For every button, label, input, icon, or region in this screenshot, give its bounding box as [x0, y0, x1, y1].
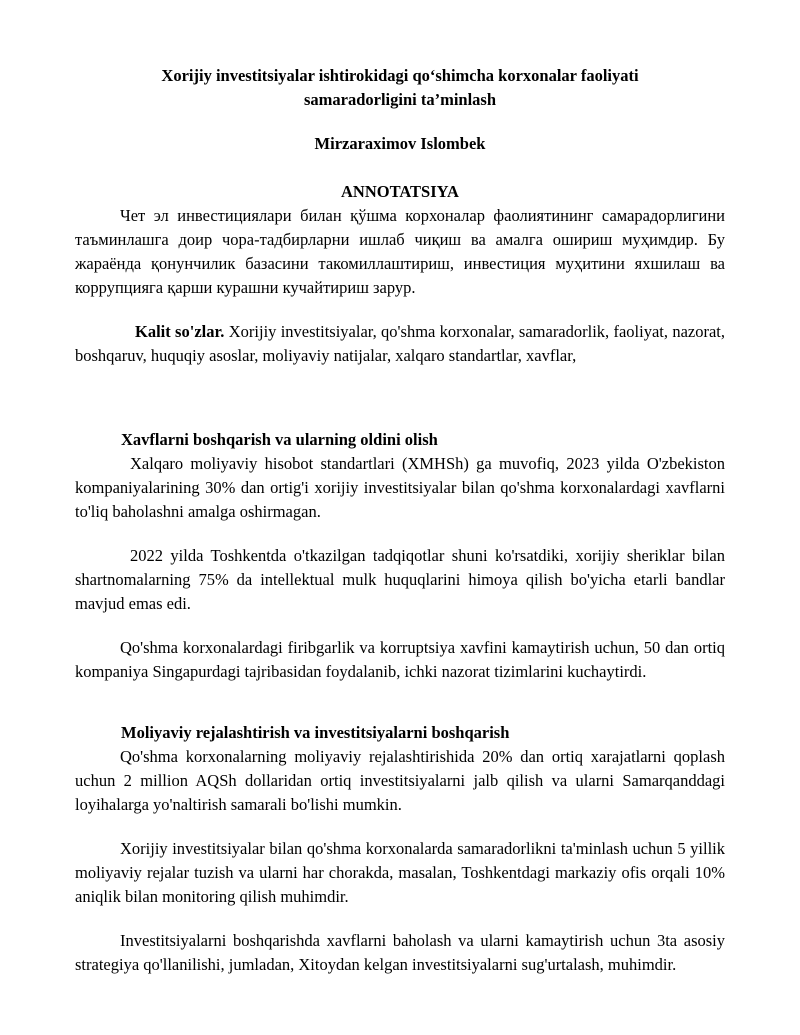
- document-title: [75, 64, 725, 112]
- section-heading-risk: Xavflarni boshqarish va ularning oldini olish: [121, 430, 438, 449]
- keywords-paragraph: [75, 320, 725, 368]
- title-line-2: samaradorligini ta’minlash: [303, 90, 497, 109]
- author-name: Mirzaraximov Islombek: [314, 134, 486, 153]
- section2-paragraph: Investitsiyalarni boshqarishda xavflarni baholash va ularni kamaytirish uchun 3ta asosiy strategiya qo'llanilishi, jumladan, Xitoydan kelgan investitsiyalarni sug'urtalash, muhimdir.: [75, 931, 725, 974]
- section-heading-finance: Moliyaviy rejalashtirish va investitsiyalarni boshqarish: [121, 723, 510, 742]
- annotation-heading: ANNOTATSIYA: [341, 182, 459, 201]
- title-line-1: Xorijiy investitsiyalar ishtirokidagi qo‘shimcha korxonalar faoliyati: [161, 66, 639, 85]
- keywords-label: Kalit so'zlar.: [135, 322, 225, 341]
- keywords-text: Xorijiy investitsiyalar, qo'shma korxonalar, samaradorlik, faoliyat, nazorat, boshqaruv, huquqiy asoslar, moliyaviy natijalar, xalqaro standartlar, xavflar,: [75, 322, 725, 365]
- document-page: [75, 64, 725, 977]
- section1-paragraph: 2022 yilda Toshkentda o'tkazilgan tadqiqotlar shuni ko'rsatdiki, xorijiy sheriklar bilan shartnomalarning 75% da intellektual mulk huquqlarini himoya qilish bo'yicha etarli bandlar mavjud emas edi.: [75, 546, 725, 613]
- annotation-text: Чет эл инвестициялари билан қўшма корхоналар фаолиятининг самарадорлигини таъминлашга доир чора-тадбирларни ишлаб чиқиш ва амалга ошириш муҳимдир. Бу жараёнда қонунчилик базасини такомиллаштириш, инвестиция муҳитини яхшилаш ва коррупцияга қарши курашни кучайтириш зарур.: [75, 206, 725, 297]
- section1-paragraph: Xalqaro moliyaviy hisobot standartlari (XMHSh) ga muvofiq, 2023 yilda O'zbekiston kompaniyalarining 30% dan ortig'i xorijiy investitsiyalar bilan qo'shma korxonalardagi xavflarni to'liq baholashni amalga oshirmagan.: [75, 454, 725, 521]
- section2-paragraph: Qo'shma korxonalarning moliyaviy rejalashtirishida 20% dan ortiq xarajatlarni qoplash uchun 2 million AQSh dollaridan ortiq investitsiyalarni jalb qilish va ularni Samarqanddagi loyihalarga yo'naltirish samarali bo'lishi mumkin.: [75, 747, 725, 814]
- section2-paragraph: Xorijiy investitsiyalar bilan qo'shma korxonalarda samaradorlikni ta'minlash uchun 5 yillik moliyaviy rejalar tuzish va ularni har chorakda, masalan, Toshkentdagi markaziy ofis orqali 10% aniqlik bilan monitoring qilish muhimdir.: [75, 839, 725, 906]
- section1-paragraph: Qo'shma korxonalardagi firibgarlik va korruptsiya xavfini kamaytirish uchun, 50 dan ortiq kompaniya Singapurdagi tajribasidan foydalanib, ichki nazorat tizimlarini kuchaytirdi.: [75, 638, 725, 681]
